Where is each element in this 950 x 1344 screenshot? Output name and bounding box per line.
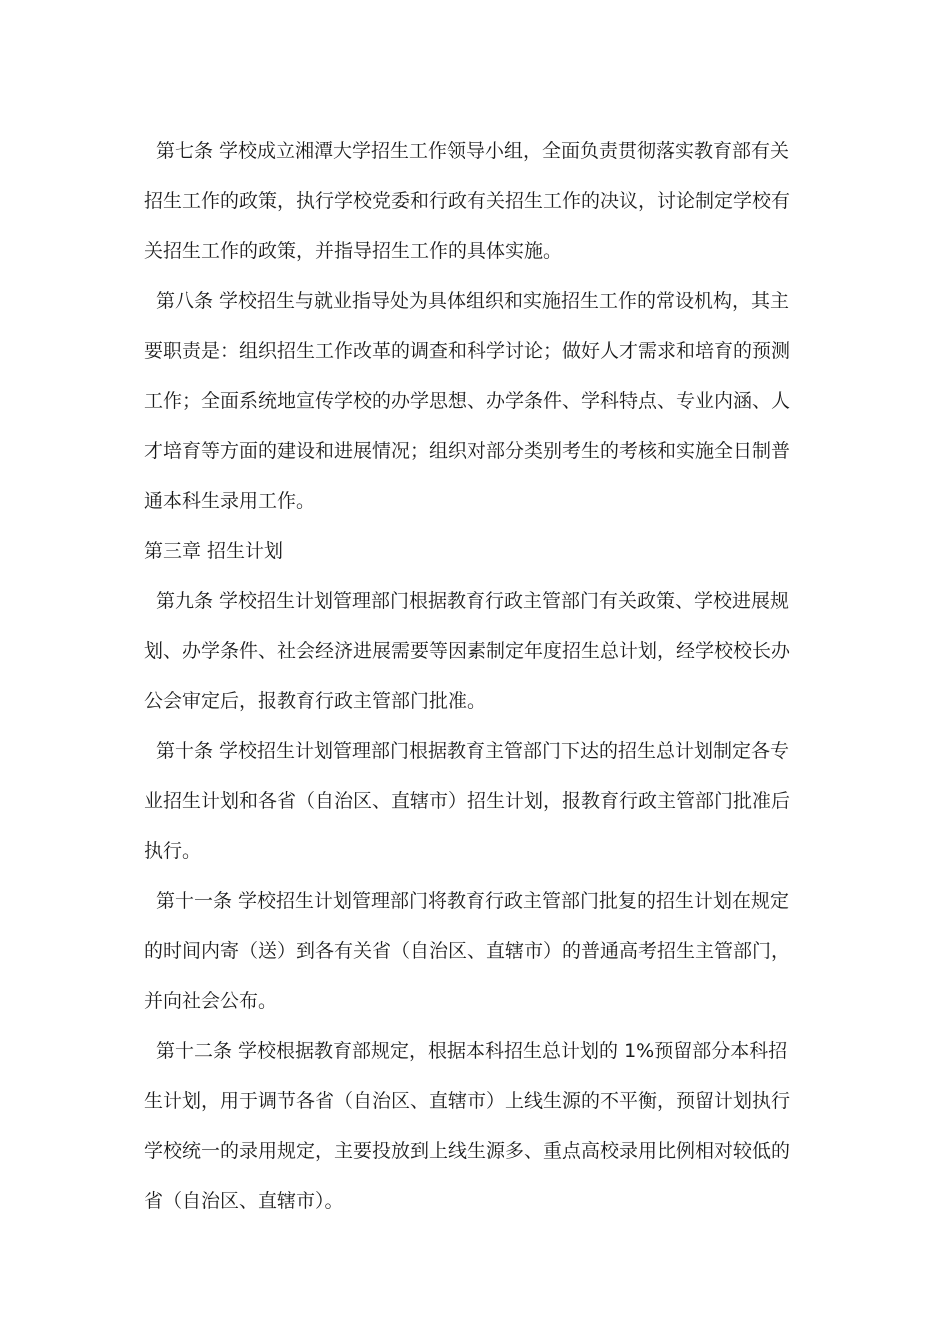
article-8-line-4: 才培育等方面的建设和进展情况；组织对部分类别考生的考核和实施全日制普 <box>144 440 791 462</box>
article-7-line-1: 第七条 学校成立湘潭大学招生工作领导小组，全面负责贯彻落实教育部有关 <box>156 140 790 162</box>
article-8-line-5: 通本科生录用工作。 <box>144 490 316 512</box>
article-10-line-3: 执行。 <box>144 840 202 862</box>
article-9-line-2: 划、办学条件、社会经济进展需要等因素制定年度招生总计划，经学校校长办 <box>144 640 791 662</box>
article-12-line-3: 学校统一的录用规定，主要投放到上线生源多、重点高校录用比例相对较低的 <box>144 1140 791 1162</box>
article-7-line-3: 关招生工作的政策，并指导招生工作的具体实施。 <box>144 240 563 262</box>
article-9-line-3: 公会审定后，报教育行政主管部门批准。 <box>144 690 487 712</box>
article-9-line-1: 第九条 学校招生计划管理部门根据教育行政主管部门有关政策、学校进展规 <box>156 590 790 612</box>
article-10-line-1: 第十条 学校招生计划管理部门根据教育主管部门下达的招生总计划制定各专 <box>156 740 790 762</box>
article-11-line-3: 并向社会公布。 <box>144 990 278 1012</box>
article-11-line-2: 的时间内寄（送）到各有关省（自治区、直辖市）的普通高考招生主管部门， <box>144 940 791 962</box>
article-12-line-2: 生计划，用于调节各省（自治区、直辖市）上线生源的不平衡，预留计划执行 <box>144 1090 791 1112</box>
article-11-line-1: 第十一条 学校招生计划管理部门将教育行政主管部门批复的招生计划在规定 <box>156 890 790 912</box>
article-8-line-3: 工作；全面系统地宣传学校的办学思想、办学条件、学科特点、专业内涵、人 <box>144 390 791 412</box>
chapter-3-heading: 第三章 招生计划 <box>144 540 284 562</box>
article-8-line-1: 第八条 学校招生与就业指导处为具体组织和实施招生工作的常设机构，其主 <box>156 290 790 312</box>
article-12-line-4: 省（自治区、直辖市）。 <box>144 1190 344 1212</box>
article-8-line-2: 要职责是：组织招生工作改革的调查和科学讨论；做好人才需求和培育的预测 <box>144 340 791 362</box>
article-10-line-2: 业招生计划和各省（自治区、直辖市）招生计划，报教育行政主管部门批准后 <box>144 790 791 812</box>
article-7-line-2: 招生工作的政策，执行学校党委和行政有关招生工作的决议，讨论制定学校有 <box>144 190 791 212</box>
article-12-line-1: 第十二条 学校根据教育部规定，根据本科招生总计划的 1%预留部分本科招 <box>156 1040 788 1062</box>
